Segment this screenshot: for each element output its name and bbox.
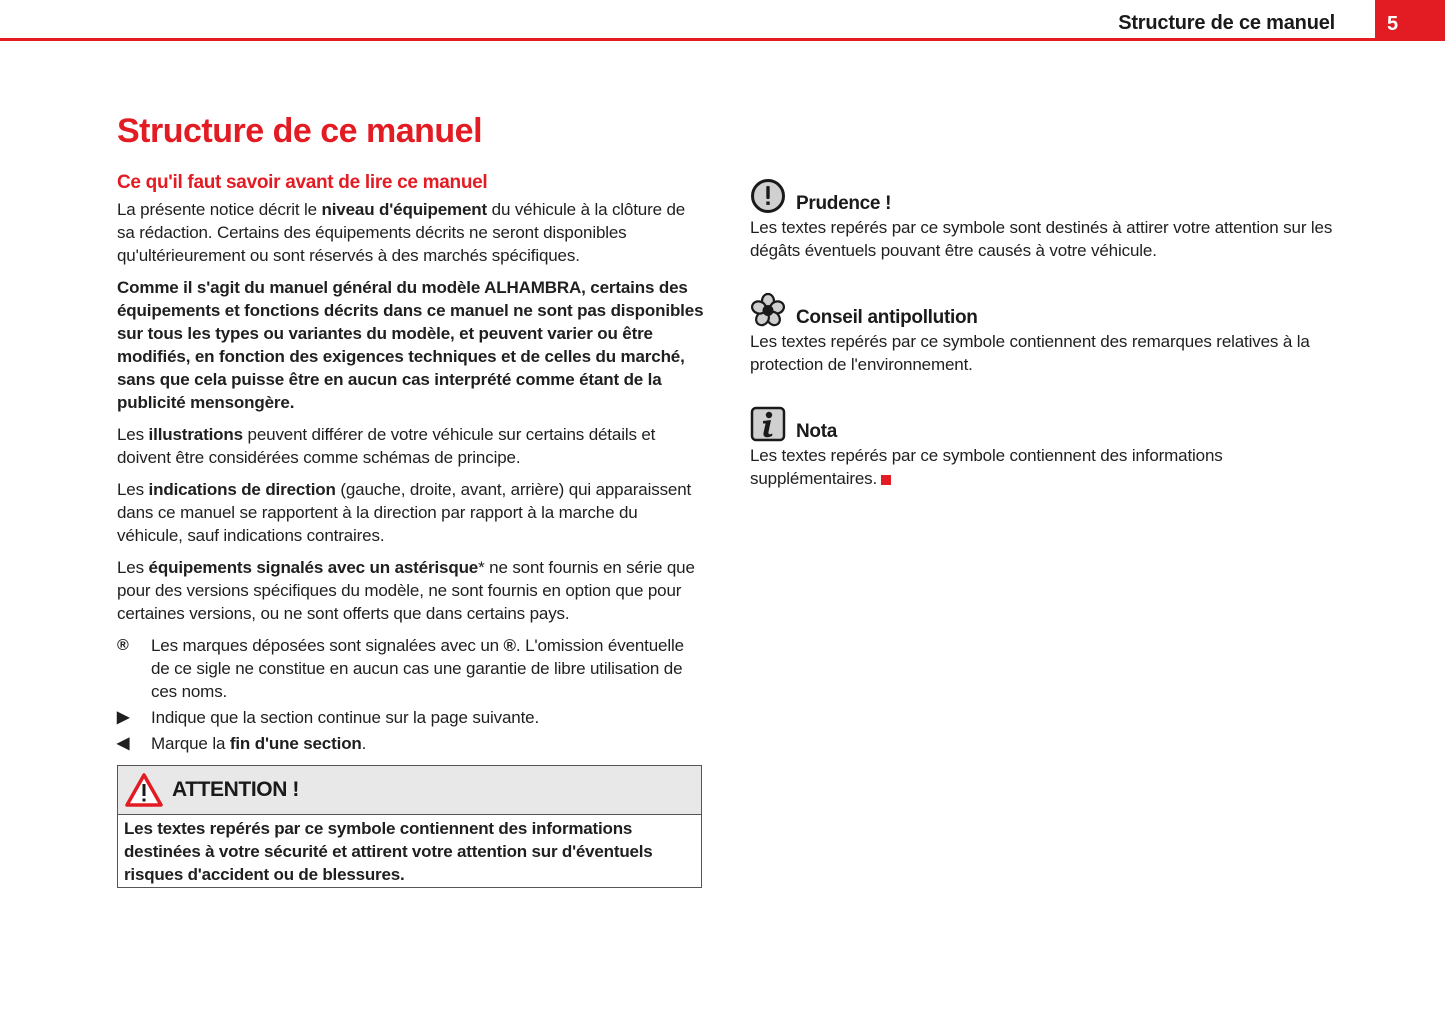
running-header-title: Structure de ce manuel	[1118, 12, 1335, 34]
list-item	[117, 732, 705, 755]
attention-box	[117, 765, 702, 888]
text: peuvent différer de votre véhicule sur certains détails et doivent être considérées comme schémas de principe.	[117, 425, 656, 467]
symbol-legend-list	[117, 634, 705, 755]
flower-icon	[750, 292, 786, 328]
text: La présente notice décrit le	[117, 200, 322, 219]
list-item	[117, 706, 705, 729]
note-body: Les textes repérés par ce symbole sont destinés à attirer votre attention sur les dégâts éventuels pouvant être causés à votre véhicule.	[750, 218, 1333, 260]
page-title: Structure de ce manuel	[117, 112, 483, 150]
right-column	[750, 178, 1340, 520]
warning-triangle-icon	[124, 772, 164, 808]
text: Les marques déposées sont signalées avec un	[151, 636, 504, 655]
bold-text: ®	[503, 636, 516, 655]
text: Les	[117, 558, 149, 577]
section-heading: Ce qu'il faut savoir avant de lire ce manuel	[117, 172, 488, 193]
paragraph-alhambra-disclaimer: Comme il s'agit du manuel général du modèle ALHAMBRA, certains des équipements et fonctions décrits dans ce manuel ne sont pas disponibles sur tous les types ou variantes du modèle, et peuvent varier ou être modifiés, en fonction des exigences techniques et de celles du marché, sans que cela puisse être en aucun cas interprété comme étant de la publicité mensongère.	[117, 278, 704, 412]
text: Les textes repérés par ce symbole contiennent des informations supplémentaires.	[750, 446, 1223, 488]
note-body	[750, 444, 1340, 490]
left-column	[117, 172, 705, 758]
note-title: Nota	[796, 421, 838, 442]
page-number: 5	[1387, 13, 1399, 35]
bold-text: indications de direction	[148, 480, 336, 499]
list-item	[117, 634, 705, 703]
text: . L'omission éventuelle de ce sigle ne constitue en aucun cas une garantie de libre utilisation de ces noms.	[151, 636, 684, 701]
bold-text: illustrations	[148, 425, 243, 444]
text: (gauche, droite, avant, arrière) qui apparaissent dans ce manuel se rapportent à la direction par rapport à la marche du véhicule, sauf indications contraires.	[117, 480, 692, 545]
registered-trademark-icon: ®	[117, 637, 129, 654]
attention-body: Les textes repérés par ce symbole contiennent des informations destinées à votre sécurité et attirent votre attention sur d'éventuels risques d'accident ou de blessures.	[124, 819, 653, 884]
bold-text: niveau d'équipement	[321, 200, 488, 219]
paragraph-asterisk	[117, 556, 705, 625]
note-body: Les textes repérés par ce symbole contiennent des remarques relatives à la protection de l'environnement.	[750, 332, 1310, 374]
text: Indique que la section continue sur la page suivante.	[151, 708, 540, 727]
bold-text: équipements signalés avec un astérisque	[148, 558, 479, 577]
note-conseil-antipollution	[750, 292, 1340, 376]
text: * ne sont fournis en série que pour des versions spécifiques du modèle, ne sont fournis en option que pour certaines versions, ou ne sont offerts que dans certains pays.	[117, 558, 695, 623]
attention-header	[118, 766, 701, 815]
triangle-left-icon: ◀	[117, 735, 130, 752]
paragraph-directions	[117, 478, 705, 547]
page-number-box	[1375, 0, 1445, 41]
note-nota	[750, 406, 1340, 490]
header-rule	[0, 38, 1375, 41]
text: du véhicule à la clôture de sa rédaction. Certains des équipements décrits ne seront disponibles qu'ultérieurement ou sont réservés à des marchés spécifiques.	[117, 200, 686, 265]
text: Les	[117, 480, 149, 499]
note-header	[750, 406, 1340, 442]
note-prudence	[750, 178, 1340, 262]
triangle-right-icon: ▶	[117, 709, 130, 726]
text: Les	[117, 425, 149, 444]
end-of-section-square-icon	[881, 475, 891, 485]
note-header	[750, 178, 1340, 214]
paragraph-illustrations	[117, 423, 705, 469]
note-header	[750, 292, 1340, 328]
info-icon	[750, 406, 786, 442]
note-title: Conseil antipollution	[796, 307, 978, 328]
text: .	[361, 734, 367, 753]
text: Marque la	[151, 734, 230, 753]
exclamation-circle-icon	[750, 178, 786, 214]
note-title: Prudence !	[796, 193, 892, 214]
attention-title: ATTENTION !	[172, 778, 300, 801]
bold-text: fin d'une section	[229, 734, 362, 753]
paragraph-equipment-level	[117, 198, 705, 267]
